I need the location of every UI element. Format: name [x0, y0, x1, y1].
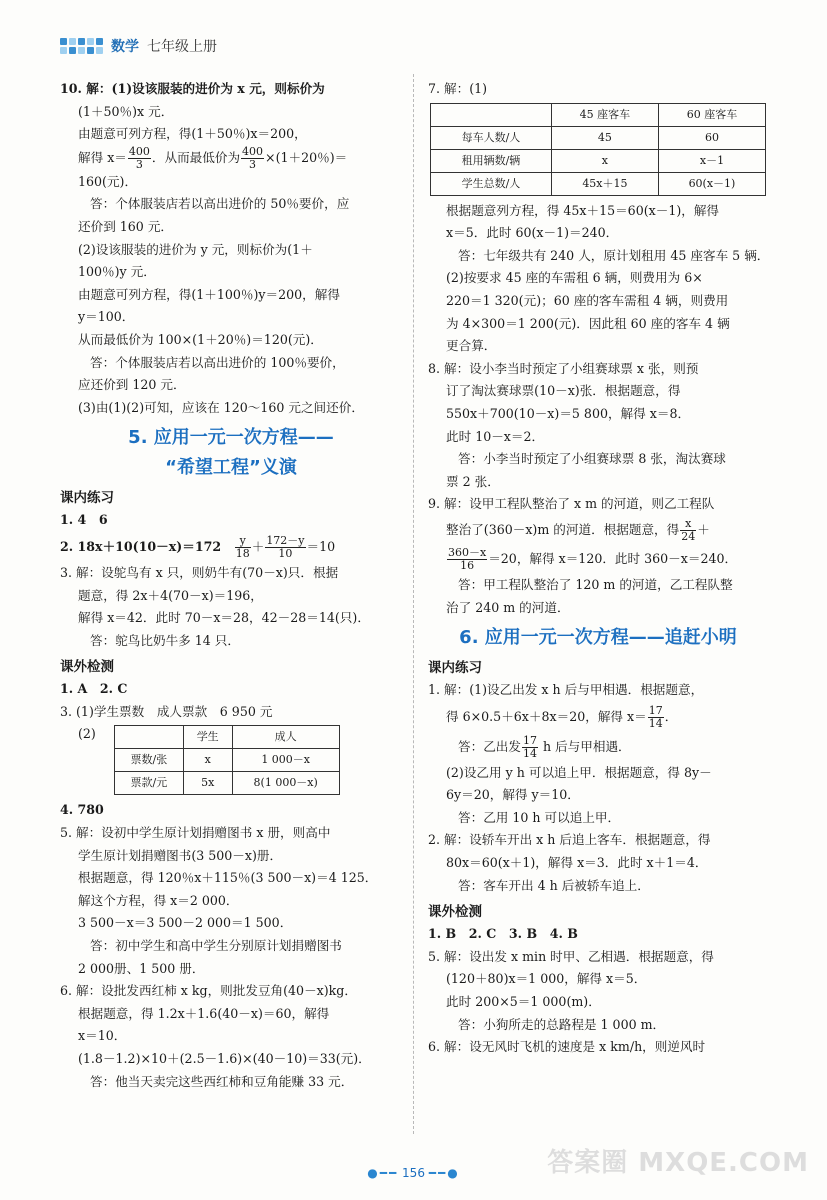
answer-line: 由题意可列方程，得(1＋100％)y＝200，解得: [78, 286, 340, 302]
left-column: [60, 78, 402, 1093]
answer-line: 解这个方程，得 x＝2 000．: [78, 892, 239, 908]
answer-line: 550x＋700(10－x)＝5 800，解得 x＝8．: [446, 405, 691, 421]
answer-line: 解得 x＝42．此时 70－x＝28，42－28＝14(只)．: [78, 610, 370, 626]
answer-line: 根据题意，得 120％x＋115％(3 500－x)＝4 125．: [78, 870, 378, 886]
answer-line: (120＋80)x＝1 000，解得 x＝5．: [446, 971, 647, 987]
table-block: (2) 学生 成人 票数/张 x 1 000－x 票款/元 5x 8(1 000－x): [60, 723, 402, 799]
answer-line: 100％)y 元．: [78, 264, 156, 280]
answer-line: 根据题意列方程，得 45x＋15＝60(x－1)，解得: [446, 202, 720, 218]
header-logo-icon: [60, 38, 103, 54]
answer-line: 此时 200×5＝1 000(m)．: [446, 994, 601, 1010]
watermark-logo: 答案圈 MXQE.COM: [547, 1148, 809, 1178]
ticket-table: 学生 成人 票数/张 x 1 000－x 票款/元 5x 8(1 000－x): [114, 725, 340, 795]
subsection-heading: 课内练习: [60, 490, 114, 507]
answer-line: 7. 解：(1): [428, 81, 488, 96]
bus-table: 45 座客车 60 座客车 每车人数/人 45 60 租用辆数/辆 x x－1 学生总数/人 45x＋15 60(x－1): [430, 103, 766, 196]
answer-line: 答：甲工程队整治了 120 m 的河道，乙工程队整: [458, 576, 733, 592]
answer-line: 从而最低价为 100×(1＋20％)＝120(元)．: [78, 331, 323, 347]
answer-line: (2)按要求 45 座的车需租 6 辆，则费用为 6×: [446, 270, 703, 286]
answer-line: (2)设乙用 y h 可以追上甲．根据题意，得 8y－: [446, 764, 712, 780]
answer-line: 3. (1)学生票数 成人票款 6 950 元: [60, 703, 273, 719]
answer-line: y＝100．: [78, 309, 135, 325]
footer-left-ornament-icon: ●━━: [367, 1166, 399, 1180]
answer-line: 2. 18x＋10(10－x)＝172 $\frac{y}{18}$ ＋ $\frac{172-y}{10}$ ＝10: [60, 533, 336, 560]
header-subject: 数学: [111, 39, 139, 55]
answer-line: (2)设该服装的进价为 y 元，则标价为(1＋: [78, 241, 313, 257]
answer-line: 2 000册、1 500 册．: [78, 960, 205, 976]
answer-line: (1＋50％)x 元．: [78, 103, 174, 119]
answer-line: 6. 解：设无风时飞机的速度是 x km/h，则逆风时: [428, 1039, 706, 1055]
answer-line: 9. 解：设甲工程队整治了 x m 的河道，则乙工程队: [428, 496, 715, 512]
answer-line: 3. 解：设鸵鸟有 x 只，则奶牛有(70－x)只．根据: [60, 564, 339, 580]
answer-line: 更合算．: [446, 338, 497, 354]
answer-line: 220＝1 320(元)；60 座的客车需租 4 辆，则费用: [446, 292, 729, 308]
answer-line: 6y＝20，解得 y＝10．: [446, 787, 580, 803]
answer-line: (1.8－1.2)×10＋(2.5－1.6)×(40－10)＝33(元)．: [78, 1051, 371, 1066]
answer-line: 2. 解：设轿车开出 x h 后追上客车．根据题意，得: [428, 832, 711, 848]
answer-line: 1. B 2. C 3. B 4. B: [428, 926, 578, 942]
answer-line: 4. 780: [60, 802, 104, 818]
answer-line: 得 6×0.5＋6x＋8x＝20，解得 x＝ $\frac{17}{14}$ ．: [446, 703, 678, 730]
answer-line: 还价到 160 元．: [78, 218, 174, 234]
answer-line: (3)由(1)(2)可知，应该在 120～160 元之间还价．: [78, 399, 364, 415]
answer-line: $\frac{360-x}{16}$ ＝20，解得 x＝120．此时 360－x＝240．: [448, 545, 738, 572]
answer-line: 答：鸵鸟比奶牛多 14 只．: [90, 632, 240, 648]
answer-line: 1. 解：(1)设乙出发 x h 后与甲相遇．根据题意，: [428, 682, 704, 698]
answer-line: x＝5．此时 60(x－1)＝240．: [446, 225, 619, 241]
right-column: [428, 78, 768, 1059]
answer-line: 票 2 张．: [446, 473, 500, 489]
answer-line: 答：客车开出 4 h 后被轿车追上．: [458, 877, 650, 893]
answer-line: 8. 解：设小李当时预定了小组赛球票 x 张，则预: [428, 360, 699, 376]
answer-line: 160(元)．: [78, 173, 138, 189]
answer-line: 治了 240 m 的河道．: [446, 599, 570, 615]
answer-line: 订了淘汰赛球票(10－x)张．根据题意，得: [446, 383, 681, 399]
subsection-heading: 课外检测: [60, 659, 114, 676]
answer-line: 根据题意，得 1.2x＋1.6(40－x)＝60，解得: [78, 1005, 330, 1021]
answer-line: 答：乙出发 $\frac{17}{14}$ h 后与甲相遇．: [458, 733, 631, 760]
answer-line: 1. 4 6: [60, 512, 108, 528]
answer-line: 答：小狗所走的总路程是 1 000 m．: [458, 1016, 666, 1032]
answer-line: 答：个体服装店若以高出进价的 50％要价，应: [90, 196, 350, 212]
answer-line: 1. A 2. C: [60, 681, 128, 697]
answer-line: 解得 x＝ $\frac{400}{3}$ ．从而最低价为 $\frac{400}{3}$ ×(1＋20％)＝: [78, 144, 348, 171]
answer-line: 答：乙用 10 h 可以追上甲．: [458, 809, 621, 825]
header-grade: 七年级上册: [147, 39, 217, 55]
footer-right-ornament-icon: ━━●: [428, 1166, 460, 1180]
answer-line: 题意，得 2x＋4(70－x)＝196，: [78, 587, 263, 603]
subsection-heading: 课内练习: [428, 660, 482, 677]
answer-line: 答：七年级共有 240 人，原计划租用 45 座客车 5 辆．: [458, 247, 770, 263]
answer-line: 由题意可列方程，得(1＋50％)x＝200，: [78, 126, 307, 142]
answer-line: 为 4×300＝1 200(元)．因此租 60 座的客车 4 辆: [446, 315, 730, 331]
answer-line: 应还价到 120 元．: [78, 377, 186, 393]
answer-line: 答：小李当时预定了小组赛球票 8 张，淘汰赛球: [458, 451, 726, 467]
section-title: 5. 应用一元一次方程—— “希望工程”义演: [128, 427, 334, 479]
answer-line: 3 500－x＝3 500－2 000＝1 500．: [78, 915, 293, 931]
answer-line: 5. 解：设初中学生原计划捐赠图书 x 册，则高中: [60, 825, 331, 841]
answer-line: 答：个体服装店若以高出进价的 100％要价，: [90, 354, 345, 370]
answer-line: 80x＝60(x＋1)，解得 x＝3．此时 x＋1＝4．: [446, 855, 708, 871]
column-divider: [413, 74, 414, 1134]
answer-line: 答：他当天卖完这些西红柿和豆角能赚 33 元．: [90, 1073, 354, 1089]
answer-line: 整治了(360－x)m 的河道．根据题意，得 $\frac{x}{24}$ ＋: [446, 516, 710, 543]
section-title: 6. 应用一元一次方程——追赶小明: [459, 627, 737, 649]
page-number: 156: [402, 1166, 425, 1180]
answer-line: 6. 解：设批发西红柿 x kg，则批发豆角(40－x)kg．: [60, 983, 357, 999]
answer-line: 5. 解：设出发 x min 时甲、乙相遇．根据题意，得: [428, 948, 714, 964]
answer-line: 学生原计划捐赠图书(3 500－x)册．: [78, 847, 283, 863]
subsection-heading: 课外检测: [428, 904, 482, 921]
answer-line: x＝10．: [78, 1028, 127, 1044]
answer-line: 答：初中学生和高中学生分别原计划捐赠图书: [90, 938, 342, 954]
answer-line: 10. 解：(1)设该服装的进价为 x 元，则标价为: [60, 81, 325, 96]
answer-line: 此时 10－x＝2．: [446, 428, 545, 444]
page-header: [60, 34, 217, 58]
